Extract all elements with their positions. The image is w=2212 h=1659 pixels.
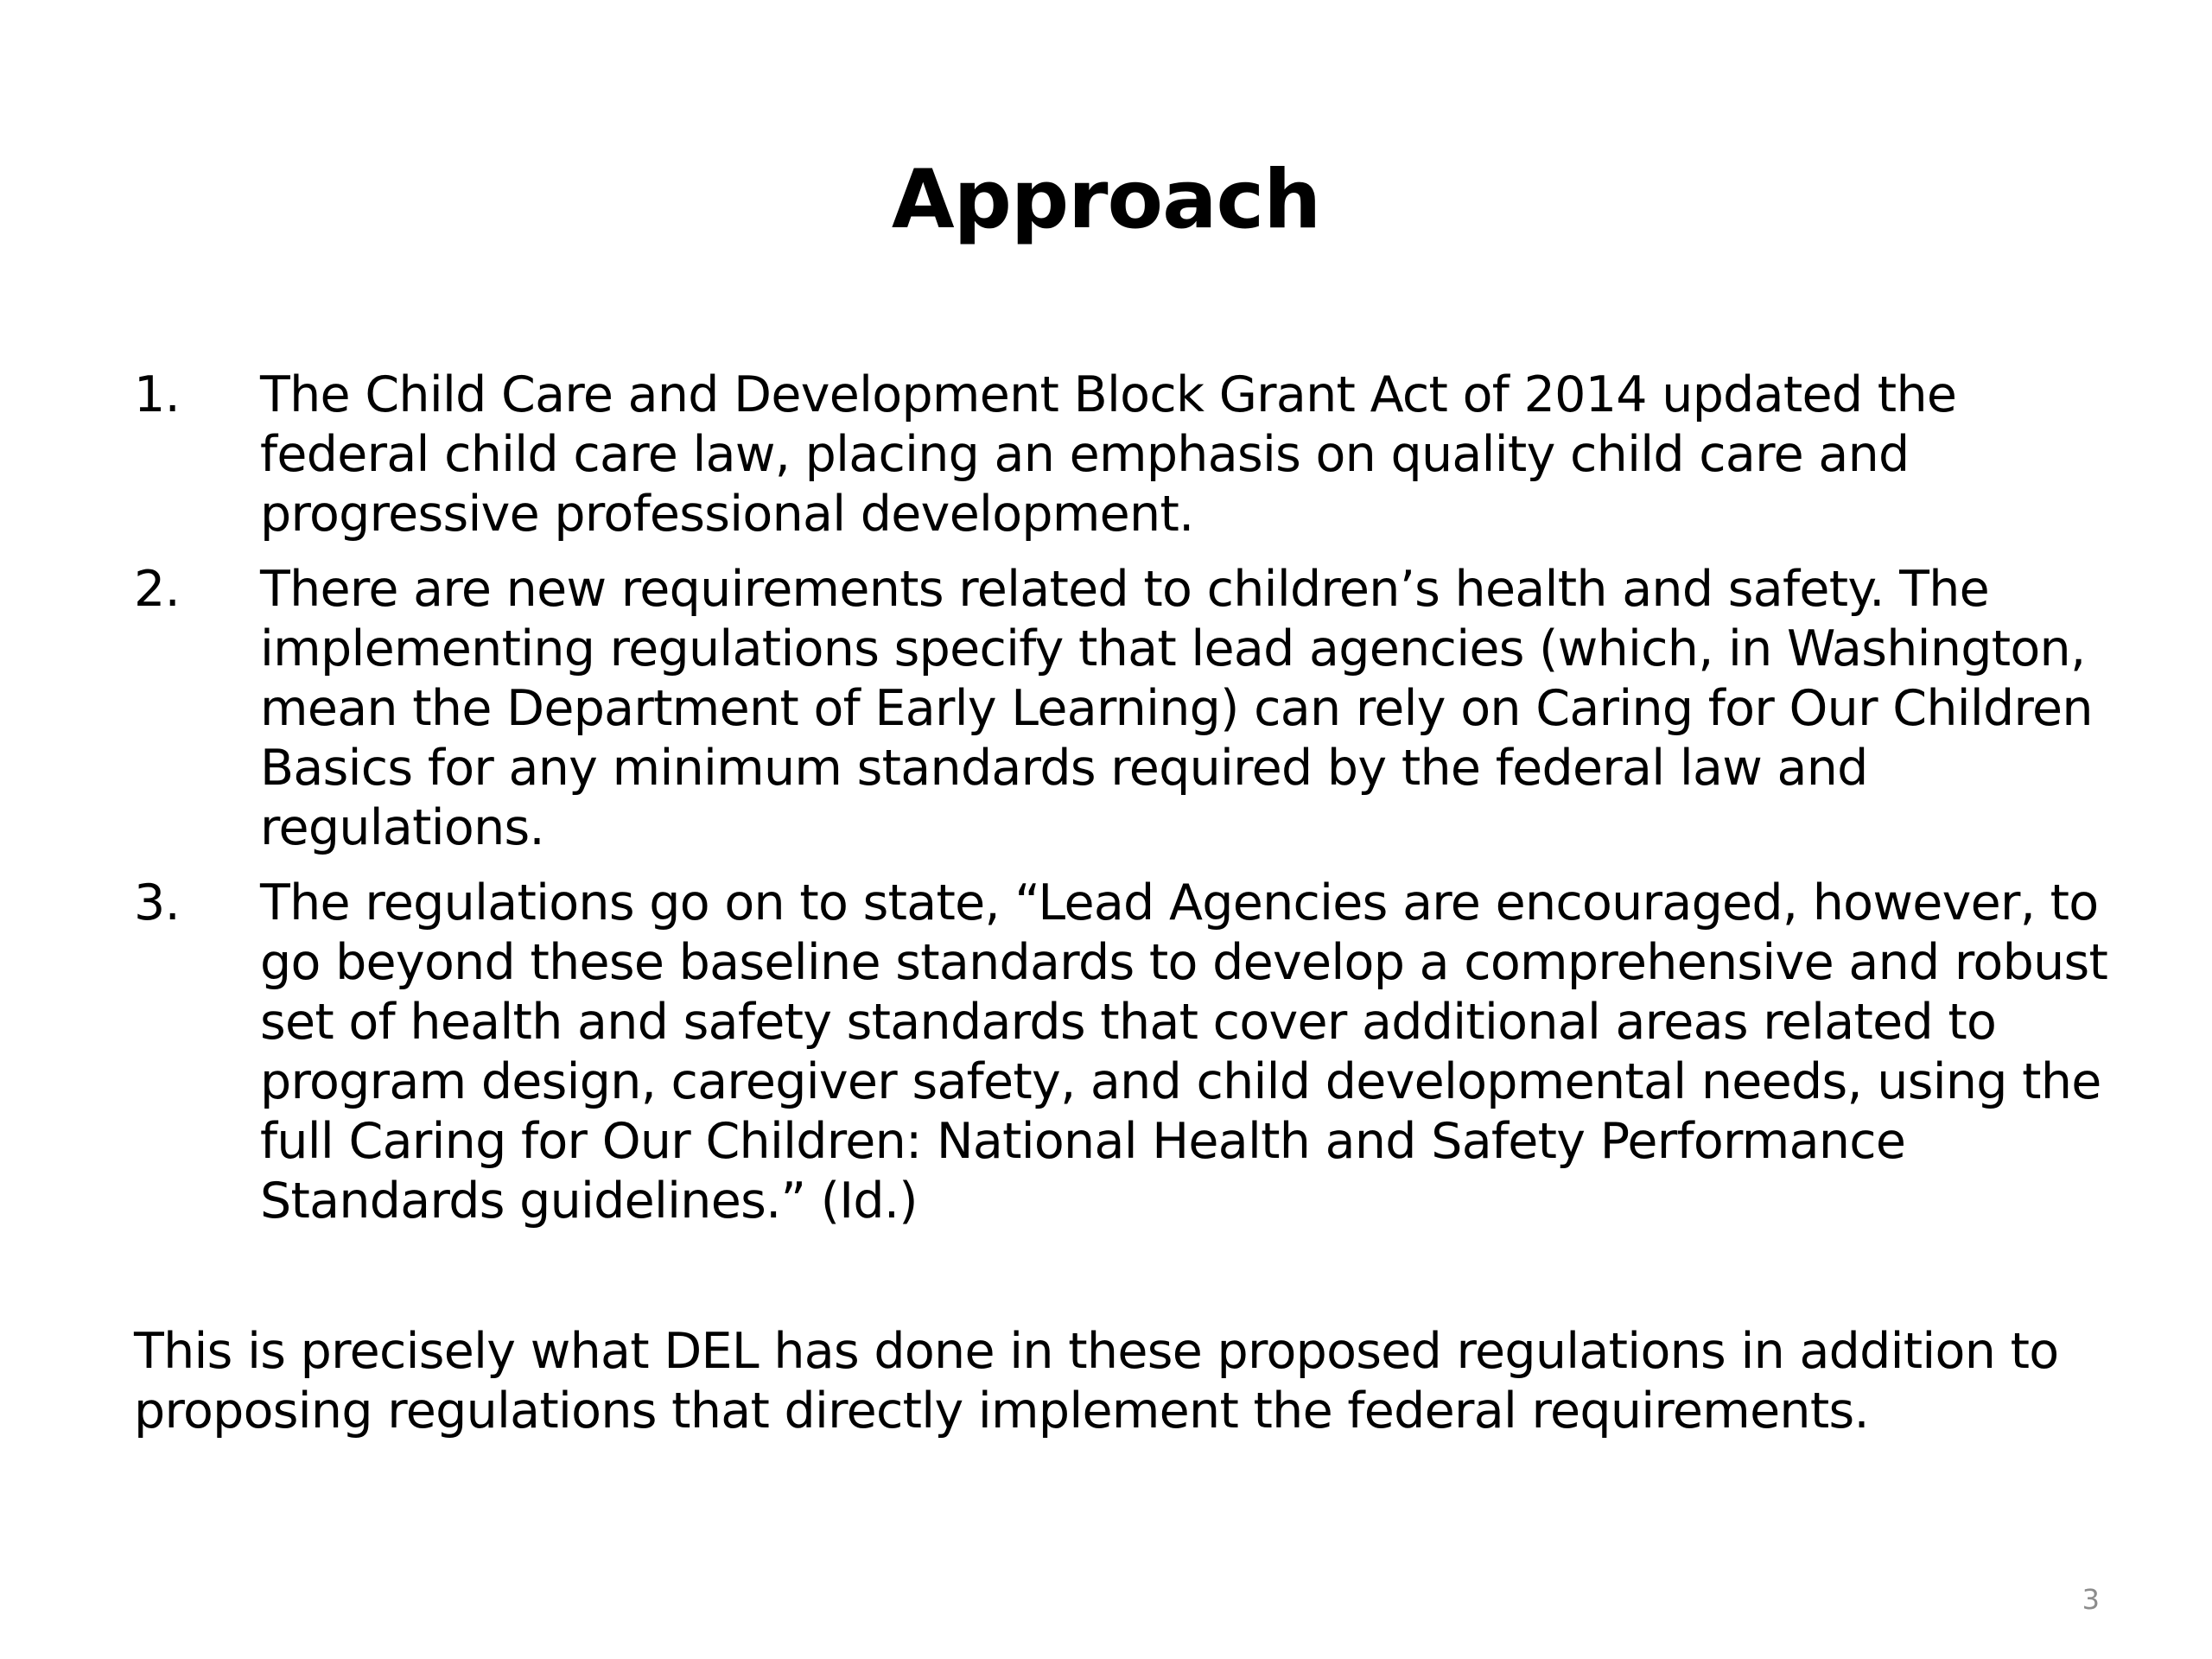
list-item-number: 1. (134, 366, 180, 423)
list-item-number: 2. (134, 561, 180, 618)
list-item-text: The regulations go on to state, “Lead Agencies are encouraged, however, to go beyond these baseline standards to develop a comprehensive and robust set of health and safety standards that cover additional areas related to program design, caregiver safety, and child developmental needs, using the full Caring for Our Children: National Health and Safety Performance Standards guidelines.” (Id.) (260, 874, 2108, 1230)
list-item-text: There are new requirements related to children’s health and safety. The implementing regulations specify that lead agencies (which, in Washington, mean the Department of Early Learning) can rely on Caring for Our Children Basics for any minimum standards required by the federal law and regulations. (260, 561, 2093, 856)
list-item-text: The Child Care and Development Block Grant Act of 2014 updated the federal child care law, placing an emphasis on quality child care and progressive professional development. (260, 366, 1957, 543)
page-number: 3 (2082, 1583, 2100, 1616)
numbered-list (134, 365, 2121, 1247)
slide-title: Approach (891, 153, 1321, 247)
list-item-number: 3. (134, 874, 180, 931)
list-item (134, 365, 2121, 544)
closing-paragraph: This is precisely what DEL has done in these proposed regulations in addition to proposing regulations that directly implement the federal requirements. (134, 1323, 2059, 1440)
list-item (134, 560, 2121, 858)
list-item (134, 874, 2121, 1231)
